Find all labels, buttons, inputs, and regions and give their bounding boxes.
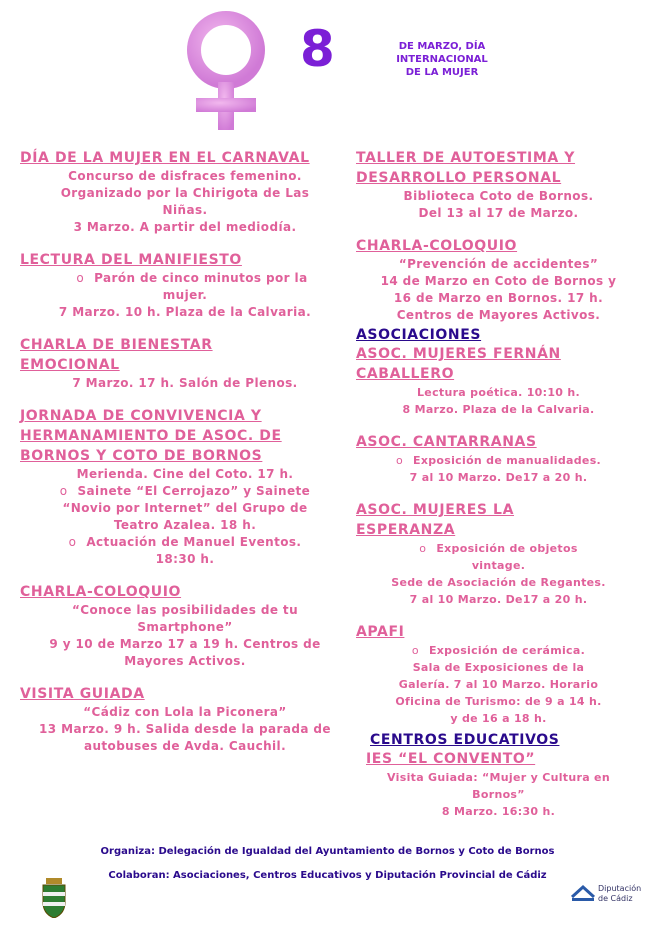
event-title: LECTURA DEL MANIFIESTO: [20, 252, 242, 268]
diputacion-logo-icon: [570, 883, 596, 903]
asoc-cantarranas: ASOC. CANTARRANAS o Exposición de manualidades. 7 al 10 Marzo. De17 a 20 h.: [356, 432, 641, 486]
coat-of-arms-icon: [40, 878, 68, 918]
organiza-text: Organiza: Delegación de Igualdad del Ayuntamiento de Bornos y Coto de Bornos: [100, 846, 555, 857]
apafi: APAFI o Exposición de cerámica. Sala de Exposiciones de la Galería. 7 al 10 Marzo. Horario Oficina de Turismo: de 9 a 14 h. y de 16 a 18 h.: [356, 622, 641, 727]
event-title: ASOC. MUJERES FERNÁN: [356, 346, 561, 362]
event-title: TALLER DE AUTOESTIMA Y: [356, 150, 576, 166]
event-carnaval: DÍA DE LA MUJER EN EL CARNAVAL Concurso de disfraces femenino. Organizado por la Chirigota de Las Niñas. 3 Marzo. A partir del mediodía.: [20, 148, 350, 236]
event-title: CHARLA-COLOQUIO: [20, 584, 182, 600]
event-title: IES “EL CONVENTO”: [366, 751, 536, 767]
right-column: [356, 148, 641, 834]
event-title: JORNADA DE CONVIVENCIA Y: [20, 408, 262, 424]
poster-header: [0, 0, 655, 140]
colaboran-text: Colaboran: Asociaciones, Centros Educativos y Diputación Provincial de Cádiz: [108, 870, 547, 881]
ies-el-convento: IES “EL CONVENTO” Visita Guiada: “Mujer y Cultura en Bornos” 8 Marzo. 16:30 h.: [356, 749, 641, 820]
event-title: APAFI: [356, 624, 405, 640]
event-charla-accidentes: CHARLA-COLOQUIO “Prevención de accidentes” 14 de Marzo en Coto de Bornos y 16 de Marzo en Bornos. 17 h. Centros de Mayores Activos.: [356, 236, 641, 324]
left-column: [20, 148, 350, 769]
event-title: DÍA DE LA MUJER EN EL CARNAVAL: [20, 150, 310, 166]
bullet-item: o Actuación de Manuel Eventos.: [20, 534, 350, 551]
bullet-item: o Exposición de objetos: [356, 540, 641, 557]
event-charla-smartphone: CHARLA-COLOQUIO “Conoce las posibilidades de tu Smartphone” 9 y 10 de Marzo 17 a 19 h. Centros de Mayores Activos.: [20, 582, 350, 670]
bullet-item: o Parón de cinco minutos por la: [20, 270, 350, 287]
footer: [0, 840, 655, 888]
bullet-item: o Exposición de manualidades.: [356, 452, 641, 469]
venus-symbol-icon: [158, 10, 298, 132]
date-number: 8: [300, 20, 335, 78]
event-title: ASOC. MUJERES LA: [356, 502, 515, 518]
event-title: ASOC. CANTARRANAS: [356, 434, 537, 450]
bullet-item: o Exposición de cerámica.: [356, 642, 641, 659]
diputacion-logo-text: Diputación de Cádiz: [598, 884, 642, 903]
event-convivencia: JORNADA DE CONVIVENCIA Y HERMANAMIENTO DE ASOC. DE BORNOS Y COTO DE BORNOS Merienda. Cine del Coto. 17 h. o Sainete “El Cerrojazo” y Sainete “Novio por Internet” del Grupo de Teatro Azalea. 18 h. o Actuación de Manuel Eventos. 18:30 h.: [20, 406, 350, 568]
event-title: CHARLA DE BIENESTAR: [20, 337, 213, 353]
centros-educativos-heading: CENTROS EDUCATIVOS: [370, 732, 560, 748]
date-title: DE MARZO, DÍA INTERNACIONAL DE LA MUJER: [396, 41, 488, 78]
asoc-la-esperanza: ASOC. MUJERES LA ESPERANZA o Exposición de objetos vintage. Sede de Asociación de Regantes. 7 al 10 Marzo. De17 a 20 h.: [356, 500, 641, 608]
event-title: CHARLA-COLOQUIO: [356, 238, 518, 254]
bullet-item: o Sainete “El Cerrojazo” y Sainete: [20, 483, 350, 500]
event-visita-guiada: VISITA GUIADA “Cádiz con Lola la Piconera” 13 Marzo. 9 h. Salida desde la parada de autobuses de Avda. Cauchil.: [20, 684, 350, 755]
asociaciones-heading: ASOCIACIONES: [356, 327, 482, 343]
event-title: VISITA GUIADA: [20, 686, 145, 702]
asoc-fernan-caballero: ASOC. MUJERES FERNÁN CABALLERO Lectura poética. 10:10 h. 8 Marzo. Plaza de la Calvaria.: [356, 344, 641, 418]
event-bienestar: CHARLA DE BIENESTAR EMOCIONAL 7 Marzo. 17 h. Salón de Plenos.: [20, 335, 350, 392]
event-manifiesto: LECTURA DEL MANIFIESTO o Parón de cinco minutos por la mujer. 7 Marzo. 10 h. Plaza de la Calvaria.: [20, 250, 350, 321]
event-autoestima: TALLER DE AUTOESTIMA Y DESARROLLO PERSONAL Biblioteca Coto de Bornos. Del 13 al 17 de Marzo.: [356, 148, 641, 222]
